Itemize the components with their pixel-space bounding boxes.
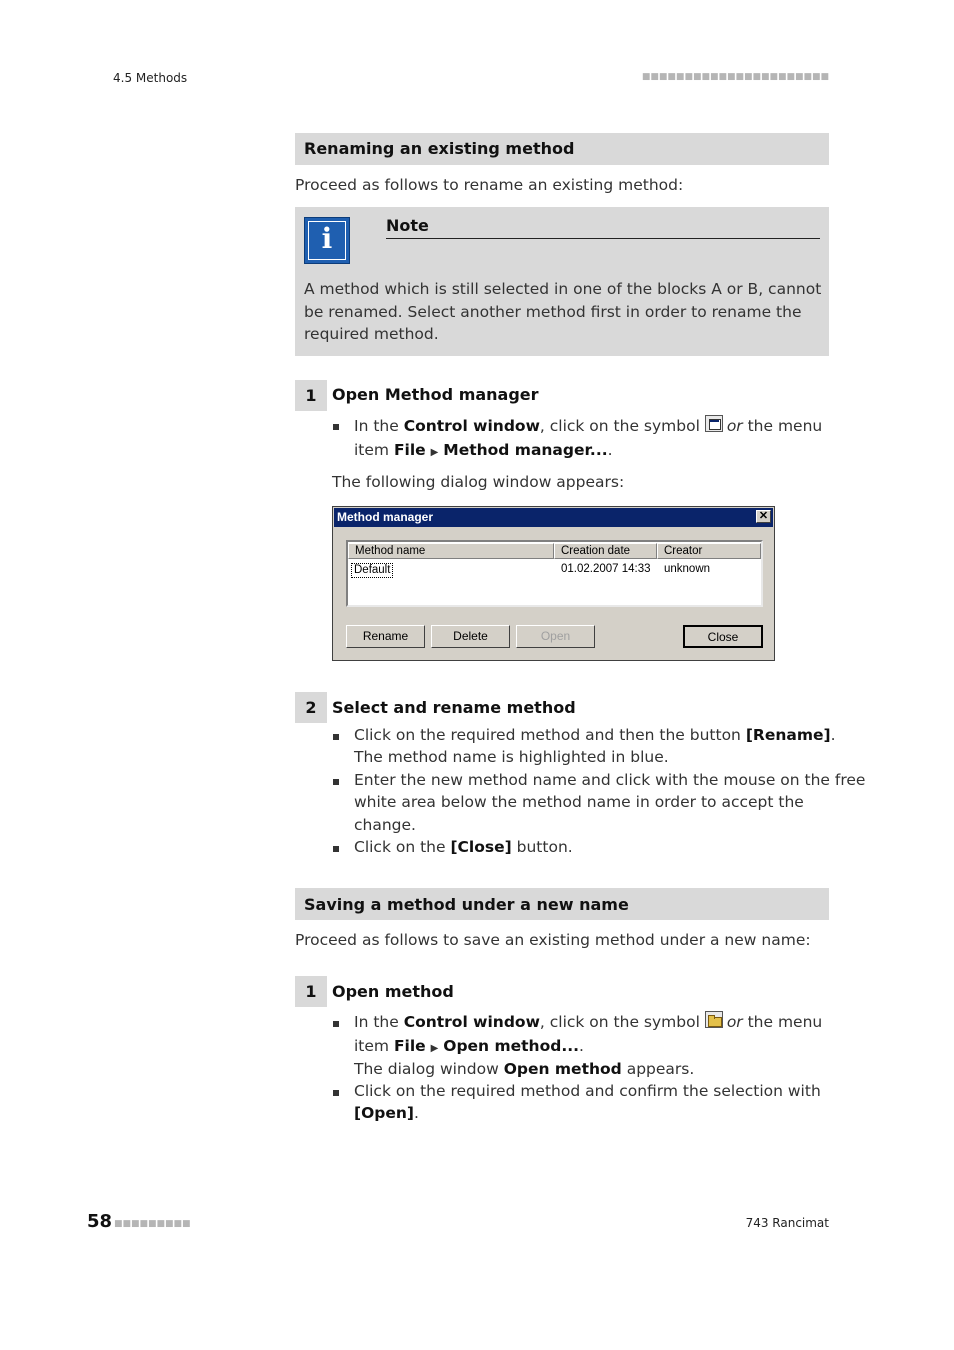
list-item-cont: The method name is highlighted in blue.	[354, 748, 669, 766]
bullet-marker	[333, 1021, 339, 1027]
product-name: 743 Rancimat	[745, 1216, 829, 1230]
list-item-cont: item File ▶ Open method....	[354, 1037, 584, 1055]
column-header-creation-date[interactable]: Creation date	[554, 543, 657, 559]
open-folder-icon[interactable]	[705, 1011, 723, 1028]
list-item: Click on the required method and confirm the selection with	[354, 1082, 821, 1100]
section-intro-save: Proceed as follows to save an existing method under a new name:	[295, 931, 811, 949]
method-row-creator: unknown	[664, 563, 711, 575]
delete-button[interactable]: Delete	[431, 625, 510, 648]
menu-arrow-icon: ▶	[430, 447, 439, 458]
list-item-cont: item File ▶ Method manager....	[354, 441, 613, 459]
note-text: A method which is still selected in one of the blocks A or B, cannot be renamed. Select another method first in order to rename the required method.	[304, 280, 822, 343]
list-item-cont: change.	[354, 816, 416, 834]
list-item-cont: The dialog window Open method appears.	[354, 1060, 695, 1078]
method-manager-icon[interactable]	[705, 415, 723, 432]
method-manager-dialog	[332, 506, 775, 661]
info-icon: i	[304, 217, 350, 264]
step-title: Open Method manager	[332, 385, 539, 404]
section-title-save: Saving a method under a new name	[304, 895, 629, 914]
dialog-title: Method manager	[334, 508, 773, 527]
bullet-marker	[333, 779, 339, 785]
list-item: In the Control window, click on the symbol or the menu	[354, 1013, 823, 1031]
method-row-name[interactable]: Default	[351, 563, 393, 578]
step-number: 1	[295, 380, 327, 411]
list-item-cont: [Open].	[354, 1104, 419, 1122]
rename-button[interactable]: Rename	[346, 625, 425, 648]
running-header: 4.5 Methods	[113, 71, 188, 85]
list-item: Click on the required method and then the button [Rename].	[354, 726, 836, 744]
header-dots: ■■■■■■■■■■■■■■■■■■■■■■	[641, 72, 829, 82]
method-row-date: 01.02.2007 14:33	[561, 563, 651, 575]
footer-dots: ■■■■■■■■■	[114, 1219, 191, 1229]
list-item-cont: white area below the method name in order to accept the	[354, 793, 804, 811]
menu-arrow-icon: ▶	[430, 1043, 439, 1054]
dialog-intro: The following dialog window appears:	[332, 473, 625, 491]
close-icon[interactable]: ✕	[756, 510, 771, 523]
step-number: 1	[295, 976, 327, 1007]
note-divider	[386, 238, 820, 239]
section-intro-rename: Proceed as follows to rename an existing method:	[295, 176, 684, 194]
bullet-marker	[333, 1090, 339, 1096]
close-button[interactable]: Close	[683, 625, 763, 648]
column-header-method-name[interactable]: Method name	[348, 543, 554, 559]
list-item: Enter the new method name and click with the mouse on the free	[354, 771, 866, 789]
method-list[interactable]	[346, 540, 763, 607]
list-item: Click on the [Close] button.	[354, 838, 573, 856]
bullet-marker	[333, 424, 339, 430]
page-number: 58	[87, 1211, 113, 1232]
bullet-marker	[333, 846, 339, 852]
bullet-marker	[333, 734, 339, 740]
open-button[interactable]: Open	[516, 625, 595, 648]
step-title: Select and rename method	[332, 698, 576, 717]
step-number: 2	[295, 692, 327, 723]
list-item: In the Control window, click on the symbol or the menu	[354, 417, 823, 435]
column-header-creator[interactable]: Creator	[657, 543, 761, 559]
note-title: Note	[386, 216, 429, 235]
section-title-rename: Renaming an existing method	[304, 139, 575, 158]
step-title: Open method	[332, 982, 454, 1001]
